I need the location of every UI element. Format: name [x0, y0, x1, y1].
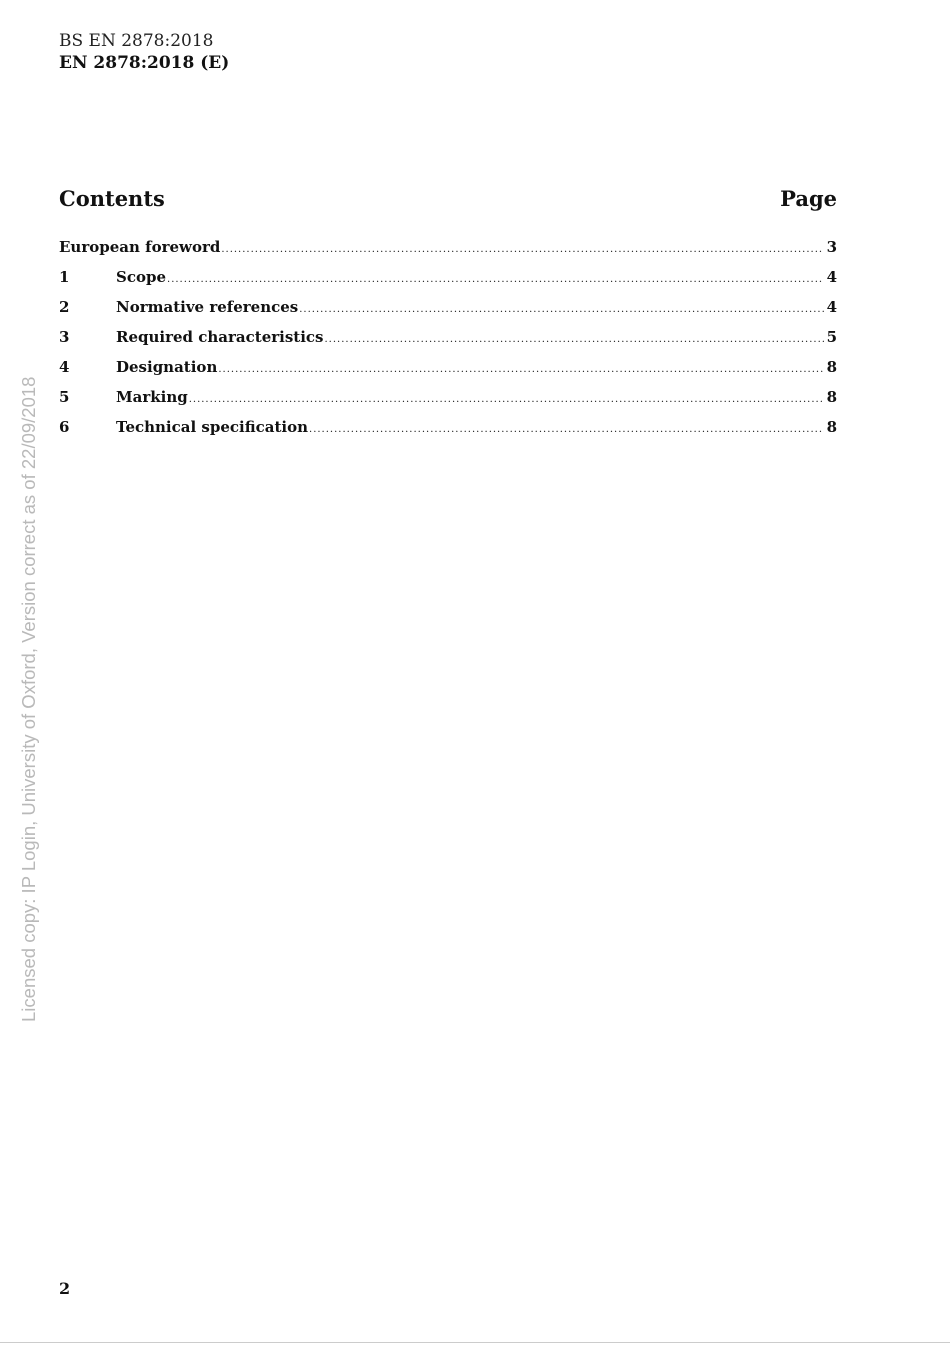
toc-entry-number: 6 [59, 418, 70, 436]
toc-entry-number: 4 [59, 358, 70, 376]
page-bottom-edge [0, 1342, 950, 1343]
toc-entry-marking[interactable] [59, 388, 837, 418]
page-column-label: Page [780, 186, 837, 211]
toc-entry-normative-references[interactable] [59, 298, 837, 328]
page-number: 2 [59, 1279, 71, 1298]
toc-entry-scope[interactable] [59, 268, 837, 298]
toc-entry-number: 1 [59, 268, 70, 286]
dot-leader [299, 304, 823, 315]
dot-leader [309, 424, 824, 435]
toc-entry-title: Marking [116, 388, 188, 406]
toc-entry-title: European foreword [59, 238, 221, 256]
standard-reference-en: EN 2878:2018 (E) [59, 53, 230, 73]
toc-entry-page: 8 [826, 388, 837, 406]
toc-entry-page: 8 [826, 358, 837, 376]
toc-entry-page: 3 [826, 238, 837, 256]
table-of-contents [59, 238, 837, 448]
contents-heading [59, 186, 837, 211]
toc-entry-title: Technical specification [116, 418, 309, 436]
dot-leader [189, 394, 824, 405]
toc-entry-number: 2 [59, 298, 70, 316]
toc-entry-page: 4 [826, 298, 837, 316]
dot-leader [218, 364, 823, 375]
toc-entry-number: 5 [59, 388, 70, 406]
dot-leader [325, 334, 824, 345]
toc-entry-title: Scope [116, 268, 167, 286]
toc-entry-european-foreword[interactable] [59, 238, 837, 268]
dot-leader [221, 244, 823, 255]
toc-entry-page: 8 [826, 418, 837, 436]
toc-entry-title: Normative references [116, 298, 299, 316]
toc-entry-required-characteristics[interactable] [59, 328, 837, 358]
standard-reference: BS EN 2878:2018 [59, 31, 214, 51]
contents-title: Contents [59, 186, 165, 211]
license-watermark: Licensed copy: IP Login, University of Oxford, Version correct as of 22/09/2018 [18, 376, 39, 1022]
toc-entry-designation[interactable] [59, 358, 837, 388]
toc-entry-technical-specification[interactable] [59, 418, 837, 448]
toc-entry-number: 3 [59, 328, 70, 346]
dot-leader [167, 274, 824, 285]
toc-entry-title: Designation [116, 358, 218, 376]
toc-entry-page: 4 [826, 268, 837, 286]
toc-entry-title: Required characteristics [116, 328, 324, 346]
toc-entry-page: 5 [826, 328, 837, 346]
